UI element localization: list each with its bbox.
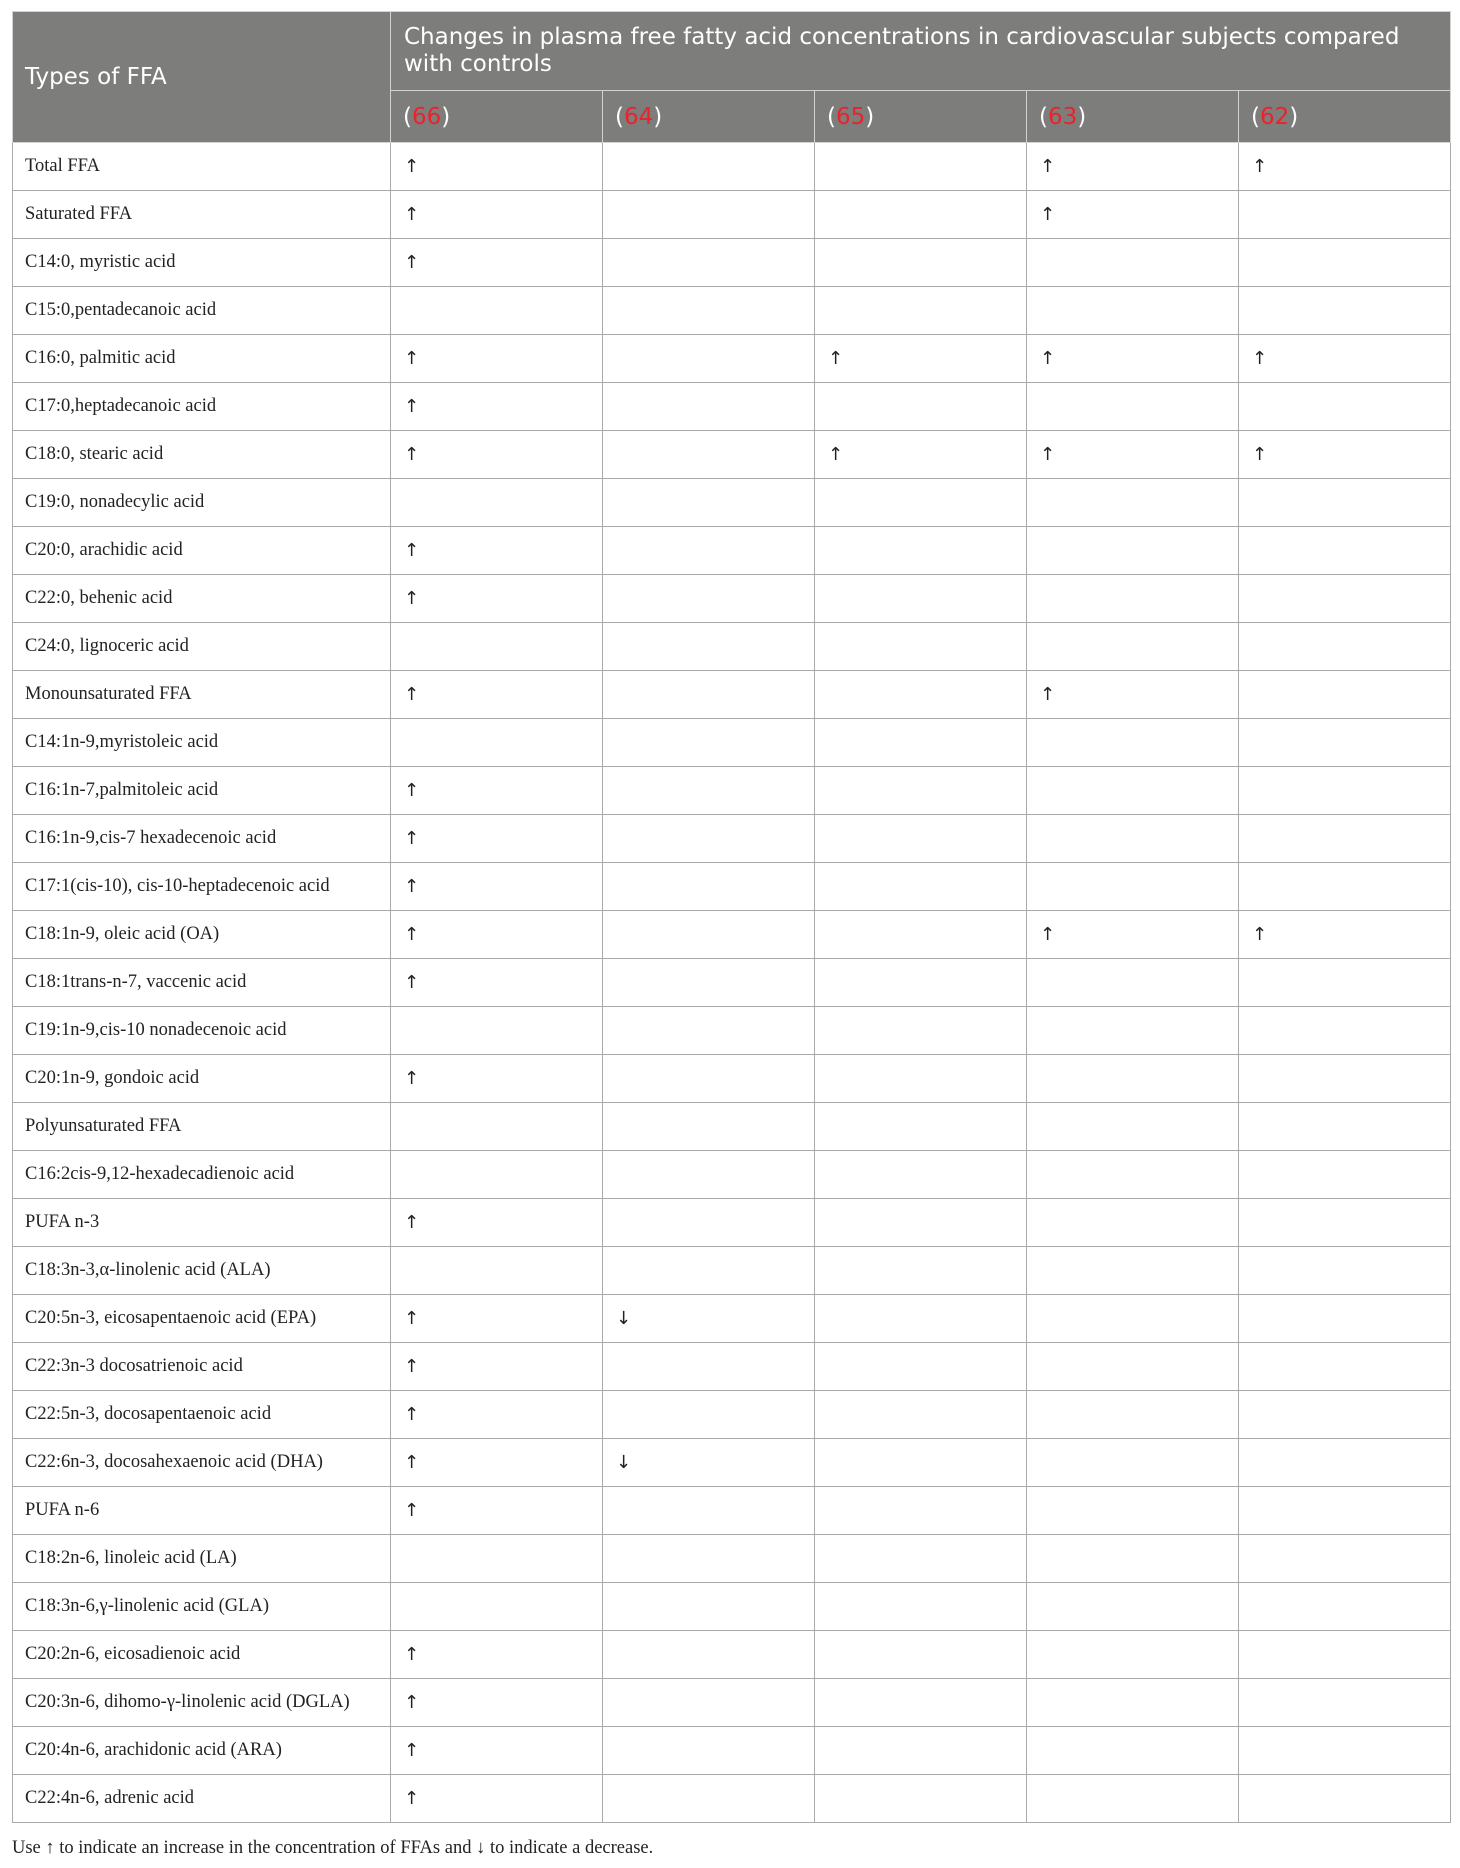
header-reference bbox=[603, 91, 815, 143]
table-row bbox=[13, 1295, 1451, 1343]
change-indicator-cell bbox=[815, 1295, 1027, 1343]
change-indicator-cell bbox=[1027, 719, 1239, 767]
change-indicator-cell bbox=[1027, 815, 1239, 863]
ffa-type-cell: C22:6n-3, docosahexaenoic acid (DHA) bbox=[13, 1439, 391, 1487]
change-indicator-cell: ↑ bbox=[391, 527, 603, 575]
table-row bbox=[13, 1535, 1451, 1583]
change-indicator-cell bbox=[391, 1535, 603, 1583]
change-indicator-cell: ↑ bbox=[391, 1775, 603, 1823]
table-row bbox=[13, 1055, 1451, 1103]
table-row bbox=[13, 143, 1451, 191]
ffa-table bbox=[12, 11, 1451, 1823]
ffa-type-cell: C16:0, palmitic acid bbox=[13, 335, 391, 383]
change-indicator-cell bbox=[1239, 1487, 1451, 1535]
table-row bbox=[13, 911, 1451, 959]
paren-open: ( bbox=[1039, 103, 1048, 130]
reference-link[interactable]: 62 bbox=[1259, 103, 1290, 130]
change-indicator-cell bbox=[815, 1535, 1027, 1583]
table-header bbox=[13, 12, 1451, 143]
ffa-type-cell: C16:1n-7,palmitoleic acid bbox=[13, 767, 391, 815]
ffa-type-cell: C20:1n-9, gondoic acid bbox=[13, 1055, 391, 1103]
change-indicator-cell bbox=[391, 1103, 603, 1151]
change-indicator-cell bbox=[603, 575, 815, 623]
change-indicator-cell: ↑ bbox=[391, 1343, 603, 1391]
change-indicator-cell bbox=[603, 191, 815, 239]
change-indicator-cell bbox=[815, 575, 1027, 623]
change-indicator-cell bbox=[815, 527, 1027, 575]
table-row bbox=[13, 239, 1451, 287]
change-indicator-cell bbox=[1239, 1535, 1451, 1583]
change-indicator-cell: ↑ bbox=[391, 671, 603, 719]
change-indicator-cell bbox=[1027, 1439, 1239, 1487]
change-indicator-cell bbox=[1027, 287, 1239, 335]
change-indicator-cell: ↑ bbox=[391, 1631, 603, 1679]
reference-link[interactable]: 66 bbox=[411, 103, 442, 130]
change-indicator-cell bbox=[1239, 863, 1451, 911]
reference-link[interactable]: 63 bbox=[1047, 103, 1078, 130]
change-indicator-cell bbox=[815, 1775, 1027, 1823]
change-indicator-cell bbox=[815, 671, 1027, 719]
change-indicator-cell bbox=[603, 1583, 815, 1631]
change-indicator-cell bbox=[1239, 287, 1451, 335]
change-indicator-cell bbox=[603, 1631, 815, 1679]
table-row bbox=[13, 1679, 1451, 1727]
change-indicator-cell bbox=[603, 863, 815, 911]
change-indicator-cell bbox=[815, 1727, 1027, 1775]
table-row bbox=[13, 335, 1451, 383]
change-indicator-cell bbox=[815, 1391, 1027, 1439]
change-indicator-cell bbox=[603, 719, 815, 767]
table-row bbox=[13, 1343, 1451, 1391]
change-indicator-cell bbox=[1239, 1679, 1451, 1727]
change-indicator-cell: ↑ bbox=[1027, 431, 1239, 479]
change-indicator-cell bbox=[1027, 1343, 1239, 1391]
change-indicator-cell bbox=[603, 1391, 815, 1439]
table-row bbox=[13, 527, 1451, 575]
change-indicator-cell bbox=[391, 719, 603, 767]
change-indicator-cell bbox=[1027, 1679, 1239, 1727]
ffa-type-cell: C20:5n-3, eicosapentaenoic acid (EPA) bbox=[13, 1295, 391, 1343]
change-indicator-cell bbox=[1027, 239, 1239, 287]
change-indicator-cell bbox=[1027, 1151, 1239, 1199]
header-types-of-ffa: Types of FFA bbox=[13, 12, 391, 143]
change-indicator-cell: ↑ bbox=[1239, 431, 1451, 479]
ffa-type-cell: Saturated FFA bbox=[13, 191, 391, 239]
change-indicator-cell bbox=[603, 911, 815, 959]
change-indicator-cell bbox=[1239, 1775, 1451, 1823]
change-indicator-cell: ↑ bbox=[1027, 143, 1239, 191]
change-indicator-cell bbox=[1027, 1487, 1239, 1535]
table-row bbox=[13, 1775, 1451, 1823]
change-indicator-cell bbox=[603, 1679, 815, 1727]
change-indicator-cell bbox=[815, 1247, 1027, 1295]
change-indicator-cell bbox=[603, 1055, 815, 1103]
header-reference bbox=[1239, 91, 1451, 143]
change-indicator-cell: ↑ bbox=[391, 1199, 603, 1247]
ffa-type-cell: C20:3n-6, dihomo-γ-linolenic acid (DGLA) bbox=[13, 1679, 391, 1727]
change-indicator-cell bbox=[1027, 383, 1239, 431]
ffa-type-cell: C22:3n-3 docosatrienoic acid bbox=[13, 1343, 391, 1391]
change-indicator-cell bbox=[603, 1727, 815, 1775]
ffa-type-cell: C16:1n-9,cis-7 hexadecenoic acid bbox=[13, 815, 391, 863]
ffa-type-cell: PUFA n-6 bbox=[13, 1487, 391, 1535]
paren-open: ( bbox=[1251, 103, 1260, 130]
ffa-type-cell: C14:1n-9,myristoleic acid bbox=[13, 719, 391, 767]
change-indicator-cell bbox=[603, 1007, 815, 1055]
ffa-type-cell: C22:0, behenic acid bbox=[13, 575, 391, 623]
change-indicator-cell: ↑ bbox=[391, 191, 603, 239]
change-indicator-cell bbox=[815, 287, 1027, 335]
change-indicator-cell bbox=[1027, 1583, 1239, 1631]
change-indicator-cell bbox=[1027, 1007, 1239, 1055]
change-indicator-cell bbox=[391, 1007, 603, 1055]
change-indicator-cell bbox=[1239, 1391, 1451, 1439]
change-indicator-cell bbox=[815, 1103, 1027, 1151]
change-indicator-cell bbox=[1239, 1055, 1451, 1103]
table-body bbox=[13, 143, 1451, 1823]
change-indicator-cell bbox=[815, 1583, 1027, 1631]
change-indicator-cell bbox=[1239, 575, 1451, 623]
ffa-type-cell: C18:1n-9, oleic acid (OA) bbox=[13, 911, 391, 959]
change-indicator-cell bbox=[1027, 1199, 1239, 1247]
ffa-type-cell: C17:0,heptadecanoic acid bbox=[13, 383, 391, 431]
ffa-type-cell: C18:3n-3,α-linolenic acid (ALA) bbox=[13, 1247, 391, 1295]
table-row bbox=[13, 1583, 1451, 1631]
paren-open: ( bbox=[615, 103, 624, 130]
change-indicator-cell bbox=[603, 1247, 815, 1295]
change-indicator-cell bbox=[603, 239, 815, 287]
ffa-type-cell: Total FFA bbox=[13, 143, 391, 191]
change-indicator-cell bbox=[815, 479, 1027, 527]
change-indicator-cell bbox=[1239, 1103, 1451, 1151]
change-indicator-cell bbox=[1239, 1247, 1451, 1295]
change-indicator-cell: ↑ bbox=[815, 335, 1027, 383]
ffa-type-cell: C18:3n-6,γ-linolenic acid (GLA) bbox=[13, 1583, 391, 1631]
header-title: Changes in plasma free fatty acid concentrations in cardiovascular subjects compared with controls bbox=[391, 12, 1451, 91]
change-indicator-cell bbox=[603, 815, 815, 863]
change-indicator-cell bbox=[815, 959, 1027, 1007]
change-indicator-cell bbox=[815, 1631, 1027, 1679]
change-indicator-cell bbox=[391, 1151, 603, 1199]
change-indicator-cell: ↑ bbox=[391, 1295, 603, 1343]
change-indicator-cell bbox=[603, 1151, 815, 1199]
change-indicator-cell: ↑ bbox=[391, 959, 603, 1007]
ffa-type-cell: C16:2cis-9,12-hexadecadienoic acid bbox=[13, 1151, 391, 1199]
change-indicator-cell: ↓ bbox=[603, 1295, 815, 1343]
change-indicator-cell: ↑ bbox=[391, 1439, 603, 1487]
change-indicator-cell bbox=[1239, 1199, 1451, 1247]
change-indicator-cell bbox=[391, 287, 603, 335]
ffa-type-cell: PUFA n-3 bbox=[13, 1199, 391, 1247]
change-indicator-cell bbox=[603, 1487, 815, 1535]
ffa-type-cell: C18:0, stearic acid bbox=[13, 431, 391, 479]
change-indicator-cell bbox=[815, 863, 1027, 911]
table-row bbox=[13, 1247, 1451, 1295]
table-row bbox=[13, 383, 1451, 431]
header-reference bbox=[1027, 91, 1239, 143]
table-row bbox=[13, 1151, 1451, 1199]
paren-close: ) bbox=[865, 103, 875, 130]
change-indicator-cell bbox=[815, 1487, 1027, 1535]
table-row bbox=[13, 863, 1451, 911]
change-indicator-cell bbox=[815, 1007, 1027, 1055]
change-indicator-cell bbox=[603, 959, 815, 1007]
change-indicator-cell bbox=[603, 1199, 815, 1247]
change-indicator-cell bbox=[815, 815, 1027, 863]
paren-close: ) bbox=[1289, 103, 1299, 130]
change-indicator-cell bbox=[1239, 191, 1451, 239]
change-indicator-cell bbox=[603, 767, 815, 815]
change-indicator-cell bbox=[815, 143, 1027, 191]
change-indicator-cell bbox=[391, 1583, 603, 1631]
table-row bbox=[13, 431, 1451, 479]
change-indicator-cell bbox=[815, 719, 1027, 767]
table-row bbox=[13, 767, 1451, 815]
change-indicator-cell bbox=[1027, 1727, 1239, 1775]
change-indicator-cell: ↑ bbox=[391, 815, 603, 863]
ffa-type-cell: C15:0,pentadecanoic acid bbox=[13, 287, 391, 335]
change-indicator-cell bbox=[603, 527, 815, 575]
table-row bbox=[13, 1727, 1451, 1775]
change-indicator-cell bbox=[1239, 383, 1451, 431]
change-indicator-cell: ↑ bbox=[1239, 143, 1451, 191]
change-indicator-cell bbox=[603, 1775, 815, 1823]
paren-close: ) bbox=[1077, 103, 1087, 130]
change-indicator-cell bbox=[603, 335, 815, 383]
change-indicator-cell: ↑ bbox=[391, 1727, 603, 1775]
change-indicator-cell bbox=[1027, 1055, 1239, 1103]
change-indicator-cell bbox=[603, 383, 815, 431]
paren-close: ) bbox=[653, 103, 663, 130]
table-row bbox=[13, 1199, 1451, 1247]
change-indicator-cell bbox=[815, 911, 1027, 959]
change-indicator-cell bbox=[1239, 1007, 1451, 1055]
table-row bbox=[13, 1007, 1451, 1055]
change-indicator-cell: ↑ bbox=[391, 863, 603, 911]
table-row bbox=[13, 191, 1451, 239]
table-row bbox=[13, 719, 1451, 767]
ffa-type-cell: C18:2n-6, linoleic acid (LA) bbox=[13, 1535, 391, 1583]
change-indicator-cell: ↑ bbox=[391, 383, 603, 431]
change-indicator-cell bbox=[391, 623, 603, 671]
change-indicator-cell bbox=[1239, 1583, 1451, 1631]
table-row bbox=[13, 1391, 1451, 1439]
paren-open: ( bbox=[403, 103, 412, 130]
change-indicator-cell: ↑ bbox=[815, 431, 1027, 479]
ffa-type-cell: C19:0, nonadecylic acid bbox=[13, 479, 391, 527]
change-indicator-cell bbox=[603, 671, 815, 719]
change-indicator-cell bbox=[1239, 959, 1451, 1007]
change-indicator-cell bbox=[815, 623, 1027, 671]
change-indicator-cell bbox=[815, 239, 1027, 287]
change-indicator-cell: ↑ bbox=[391, 1487, 603, 1535]
reference-link[interactable]: 64 bbox=[623, 103, 654, 130]
change-indicator-cell bbox=[815, 1439, 1027, 1487]
change-indicator-cell: ↑ bbox=[391, 1055, 603, 1103]
change-indicator-cell bbox=[1027, 1775, 1239, 1823]
change-indicator-cell bbox=[1027, 1103, 1239, 1151]
change-indicator-cell bbox=[815, 1343, 1027, 1391]
reference-link[interactable]: 65 bbox=[835, 103, 866, 130]
change-indicator-cell bbox=[1027, 863, 1239, 911]
change-indicator-cell bbox=[603, 287, 815, 335]
ffa-type-cell: Polyunsaturated FFA bbox=[13, 1103, 391, 1151]
table-row bbox=[13, 287, 1451, 335]
change-indicator-cell bbox=[1239, 1295, 1451, 1343]
change-indicator-cell bbox=[815, 1679, 1027, 1727]
change-indicator-cell bbox=[815, 767, 1027, 815]
change-indicator-cell bbox=[391, 1247, 603, 1295]
ffa-type-cell: C18:1trans-n-7, vaccenic acid bbox=[13, 959, 391, 1007]
table-row bbox=[13, 815, 1451, 863]
ffa-type-cell: C20:2n-6, eicosadienoic acid bbox=[13, 1631, 391, 1679]
change-indicator-cell bbox=[1027, 575, 1239, 623]
ffa-type-cell: C20:4n-6, arachidonic acid (ARA) bbox=[13, 1727, 391, 1775]
header-reference bbox=[815, 91, 1027, 143]
ffa-type-cell: C22:5n-3, docosapentaenoic acid bbox=[13, 1391, 391, 1439]
change-indicator-cell bbox=[1239, 1343, 1451, 1391]
paren-close: ) bbox=[441, 103, 451, 130]
change-indicator-cell bbox=[1239, 815, 1451, 863]
change-indicator-cell: ↓ bbox=[603, 1439, 815, 1487]
ffa-type-cell: C24:0, lignoceric acid bbox=[13, 623, 391, 671]
table-row bbox=[13, 1103, 1451, 1151]
paren-open: ( bbox=[827, 103, 836, 130]
change-indicator-cell bbox=[1027, 959, 1239, 1007]
change-indicator-cell bbox=[1239, 527, 1451, 575]
change-indicator-cell bbox=[1239, 479, 1451, 527]
change-indicator-cell bbox=[815, 191, 1027, 239]
change-indicator-cell: ↑ bbox=[1027, 911, 1239, 959]
table-row bbox=[13, 623, 1451, 671]
change-indicator-cell: ↑ bbox=[391, 335, 603, 383]
ffa-type-cell: C14:0, myristic acid bbox=[13, 239, 391, 287]
change-indicator-cell bbox=[603, 431, 815, 479]
change-indicator-cell: ↑ bbox=[391, 431, 603, 479]
change-indicator-cell: ↑ bbox=[391, 239, 603, 287]
change-indicator-cell bbox=[1239, 1727, 1451, 1775]
change-indicator-cell bbox=[1027, 767, 1239, 815]
change-indicator-cell bbox=[1027, 1391, 1239, 1439]
table-footnote: Use ↑ to indicate an increase in the concentration of FFAs and ↓ to indicate a decrease. bbox=[12, 1838, 654, 1858]
change-indicator-cell: ↑ bbox=[1027, 191, 1239, 239]
ffa-type-cell: C17:1(cis-10), cis-10-heptadecenoic acid bbox=[13, 863, 391, 911]
change-indicator-cell bbox=[815, 1055, 1027, 1103]
ffa-type-cell: Monounsaturated FFA bbox=[13, 671, 391, 719]
table-row bbox=[13, 959, 1451, 1007]
ffa-type-cell: C22:4n-6, adrenic acid bbox=[13, 1775, 391, 1823]
change-indicator-cell bbox=[1027, 1247, 1239, 1295]
change-indicator-cell: ↑ bbox=[1239, 335, 1451, 383]
change-indicator-cell bbox=[1027, 1535, 1239, 1583]
change-indicator-cell bbox=[603, 143, 815, 191]
change-indicator-cell bbox=[603, 1343, 815, 1391]
change-indicator-cell bbox=[1239, 1151, 1451, 1199]
change-indicator-cell bbox=[1027, 623, 1239, 671]
change-indicator-cell: ↑ bbox=[391, 575, 603, 623]
change-indicator-cell: ↑ bbox=[391, 911, 603, 959]
change-indicator-cell bbox=[1239, 719, 1451, 767]
change-indicator-cell: ↑ bbox=[391, 1391, 603, 1439]
change-indicator-cell bbox=[815, 1151, 1027, 1199]
change-indicator-cell: ↑ bbox=[1027, 335, 1239, 383]
change-indicator-cell bbox=[1239, 671, 1451, 719]
header-reference bbox=[391, 91, 603, 143]
table-row bbox=[13, 671, 1451, 719]
table-row bbox=[13, 1631, 1451, 1679]
change-indicator-cell bbox=[1239, 239, 1451, 287]
change-indicator-cell bbox=[1027, 479, 1239, 527]
change-indicator-cell bbox=[1239, 767, 1451, 815]
change-indicator-cell bbox=[1239, 623, 1451, 671]
change-indicator-cell bbox=[1027, 527, 1239, 575]
change-indicator-cell bbox=[603, 1103, 815, 1151]
ffa-type-cell: C20:0, arachidic acid bbox=[13, 527, 391, 575]
ffa-type-cell: C19:1n-9,cis-10 nonadecenoic acid bbox=[13, 1007, 391, 1055]
change-indicator-cell: ↑ bbox=[391, 1679, 603, 1727]
change-indicator-cell bbox=[1239, 1439, 1451, 1487]
change-indicator-cell bbox=[1027, 1295, 1239, 1343]
table-row bbox=[13, 1487, 1451, 1535]
table-row bbox=[13, 1439, 1451, 1487]
change-indicator-cell bbox=[1027, 1631, 1239, 1679]
change-indicator-cell bbox=[603, 623, 815, 671]
change-indicator-cell: ↑ bbox=[391, 143, 603, 191]
table-row bbox=[13, 479, 1451, 527]
change-indicator-cell bbox=[815, 1199, 1027, 1247]
change-indicator-cell: ↑ bbox=[1027, 671, 1239, 719]
change-indicator-cell: ↑ bbox=[1239, 911, 1451, 959]
change-indicator-cell bbox=[603, 1535, 815, 1583]
change-indicator-cell bbox=[603, 479, 815, 527]
change-indicator-cell bbox=[391, 479, 603, 527]
table-row bbox=[13, 575, 1451, 623]
change-indicator-cell: ↑ bbox=[391, 767, 603, 815]
change-indicator-cell bbox=[1239, 1631, 1451, 1679]
change-indicator-cell bbox=[815, 383, 1027, 431]
